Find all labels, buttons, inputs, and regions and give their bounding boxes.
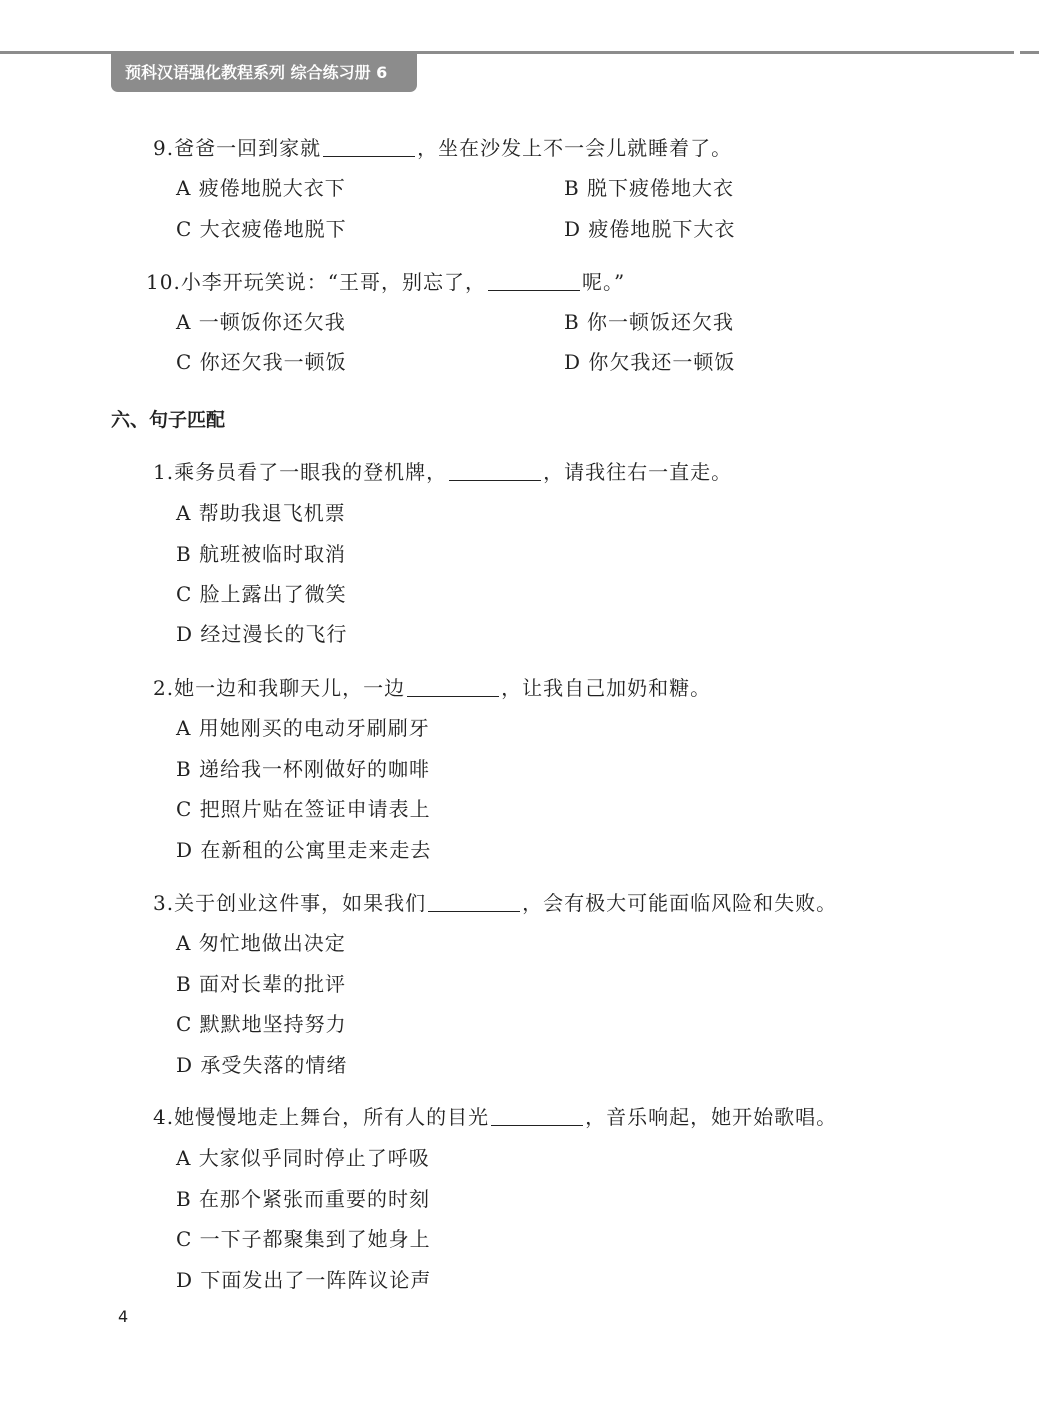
- question-text-pre: 她一边和我聊天儿，一边: [174, 676, 406, 700]
- question-text-post: ，让我自己加奶和糖。: [501, 676, 712, 700]
- option-c[interactable]: C 脸上露出了微笑: [176, 582, 347, 606]
- option-a[interactable]: A 用她刚买的电动牙刷刷牙: [176, 716, 430, 740]
- question-number: 3.: [153, 891, 175, 915]
- question-number: 1.: [153, 460, 175, 484]
- question-text-pre: 她慢慢地走上舞台，所有人的目光: [174, 1105, 490, 1129]
- question-number: 2.: [153, 676, 175, 700]
- match-question-1: [153, 458, 732, 486]
- option-a[interactable]: A 一顿饭你还欠我: [176, 310, 346, 334]
- question-9: [153, 134, 732, 162]
- option-c[interactable]: C 你还欠我一顿饭: [176, 350, 347, 374]
- option-c[interactable]: C 默默地坚持努力: [176, 1012, 347, 1036]
- answer-blank[interactable]: [323, 136, 415, 157]
- option-d[interactable]: D 下面发出了一阵阵议论声: [176, 1268, 432, 1292]
- question-text-pre: 爸爸一回到家就: [174, 136, 322, 160]
- option-a[interactable]: A 大家似乎同时停止了呼吸: [176, 1146, 430, 1170]
- match-question-4: [153, 1103, 837, 1131]
- question-text-post: ，会有极大可能面临风险和失败。: [522, 891, 838, 915]
- option-d[interactable]: D 承受失落的情绪: [176, 1053, 348, 1077]
- page-number: 4: [118, 1307, 129, 1326]
- option-c[interactable]: C 大衣疲倦地脱下: [176, 217, 347, 241]
- option-d[interactable]: D 你欠我还一顿饭: [564, 350, 736, 374]
- question-text-pre: 关于创业这件事，如果我们: [174, 891, 427, 915]
- answer-blank[interactable]: [407, 676, 499, 697]
- question-text-post: ，音乐响起，她开始歌唱。: [585, 1105, 838, 1129]
- option-b[interactable]: B 你一顿饭还欠我: [564, 310, 735, 334]
- option-c[interactable]: C 一下子都聚集到了她身上: [176, 1227, 431, 1251]
- option-d[interactable]: D 经过漫长的飞行: [176, 622, 348, 646]
- option-a[interactable]: A 帮助我退飞机票: [176, 501, 346, 525]
- question-text-post: ，请我往右一直走。: [543, 460, 733, 484]
- match-question-3: [153, 889, 837, 917]
- header-title: 预科汉语强化教程系列 综合练习册 6: [111, 54, 417, 92]
- option-d[interactable]: D 疲倦地脱下大衣: [564, 217, 736, 241]
- section-title: 六、句子匹配: [111, 409, 226, 431]
- question-10: [146, 268, 625, 296]
- option-b[interactable]: B 航班被临时取消: [176, 542, 347, 566]
- option-a[interactable]: A 匆忙地做出决定: [176, 931, 346, 955]
- match-question-2: [153, 674, 711, 702]
- question-text-post: 呢。”: [582, 270, 626, 294]
- answer-blank[interactable]: [428, 891, 520, 912]
- question-number: 9.: [153, 136, 175, 160]
- question-number: 10.: [146, 270, 181, 294]
- option-b[interactable]: B 递给我一杯刚做好的咖啡: [176, 757, 431, 781]
- option-b[interactable]: B 在那个紧张而重要的时刻: [176, 1187, 431, 1211]
- question-text-pre: 乘务员看了一眼我的登机牌，: [174, 460, 448, 484]
- option-d[interactable]: D 在新租的公寓里走来走去: [176, 838, 432, 862]
- answer-blank[interactable]: [449, 460, 541, 481]
- answer-blank[interactable]: [491, 1105, 583, 1126]
- question-text-post: ，坐在沙发上不一会儿就睡着了。: [417, 136, 733, 160]
- option-a[interactable]: A 疲倦地脱大衣下: [176, 176, 346, 200]
- option-c[interactable]: C 把照片贴在签证申请表上: [176, 797, 431, 821]
- question-number: 4.: [153, 1105, 175, 1129]
- option-b[interactable]: B 面对长辈的批评: [176, 972, 347, 996]
- question-text-pre: 小李开玩笑说：“王哥，别忘了，: [180, 270, 487, 294]
- answer-blank[interactable]: [488, 270, 580, 291]
- option-b[interactable]: B 脱下疲倦地大衣: [564, 176, 735, 200]
